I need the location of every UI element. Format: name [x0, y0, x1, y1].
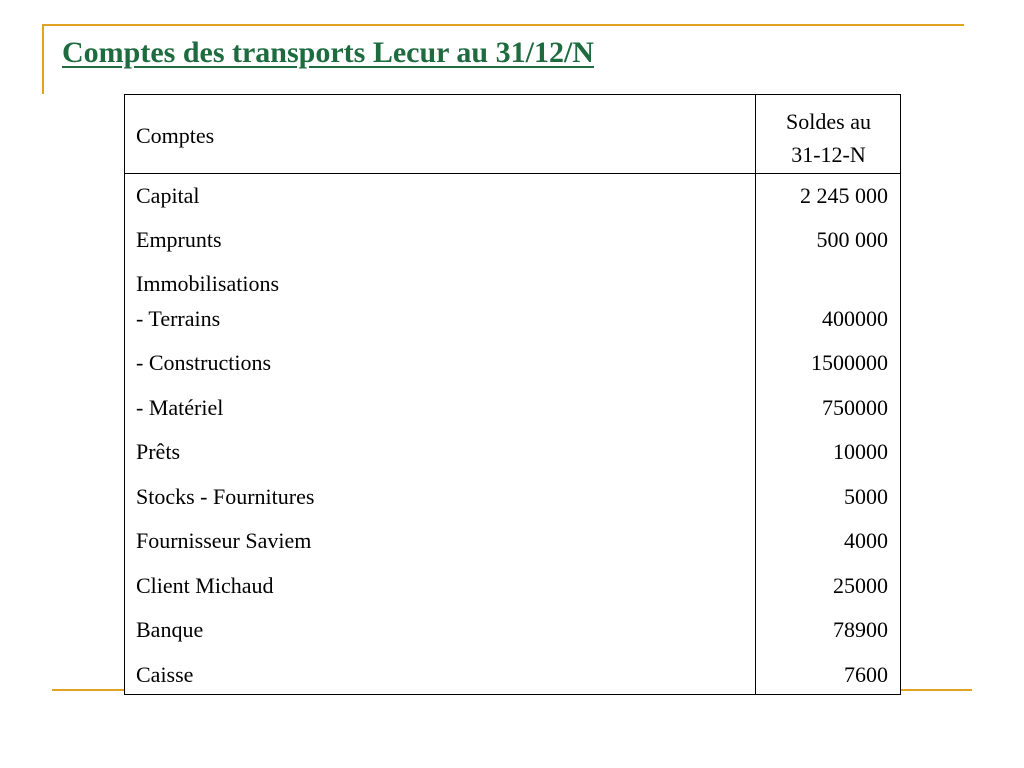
header-balances-line2: 31-12-N [791, 142, 866, 167]
account-balance: 78900 [833, 617, 888, 642]
account-name: Emprunts [136, 227, 222, 252]
account-balance: 400000 [822, 306, 888, 331]
slide-title: Comptes des transports Lecur au 31/12/N [62, 36, 594, 69]
account-balance: 5000 [844, 484, 888, 509]
account-name: Caisse [136, 662, 194, 687]
account-balance: 10000 [833, 439, 888, 464]
account-name: - Terrains [136, 306, 221, 331]
account-name: Fournisseur Saviem [136, 528, 312, 553]
account-balance: 750000 [822, 395, 888, 420]
accounts-table [124, 94, 901, 695]
column-divider [755, 95, 756, 694]
account-balance: 1500000 [811, 350, 888, 375]
account-name: Stocks - Fournitures [136, 484, 315, 509]
header-balances-line1: Soldes au [786, 109, 871, 134]
header-divider [125, 173, 900, 174]
account-name: Client Michaud [136, 573, 274, 598]
header-accounts: Comptes [136, 123, 215, 148]
account-balance: 7600 [844, 662, 888, 687]
account-name: Prêts [136, 439, 180, 464]
account-name: Capital [136, 183, 200, 208]
account-name: Immobilisations [136, 271, 279, 296]
account-name: Banque [136, 617, 204, 642]
account-name: - Matériel [136, 395, 224, 420]
decorative-top-rule [44, 24, 964, 26]
account-balance: 25000 [833, 573, 888, 598]
decorative-left-rule [42, 24, 44, 94]
header-balances [756, 105, 901, 171]
account-balance: 2 245 000 [800, 183, 888, 208]
account-balance: 500 000 [816, 227, 888, 252]
account-name: - Constructions [136, 350, 272, 375]
account-balance: 4000 [844, 528, 888, 553]
